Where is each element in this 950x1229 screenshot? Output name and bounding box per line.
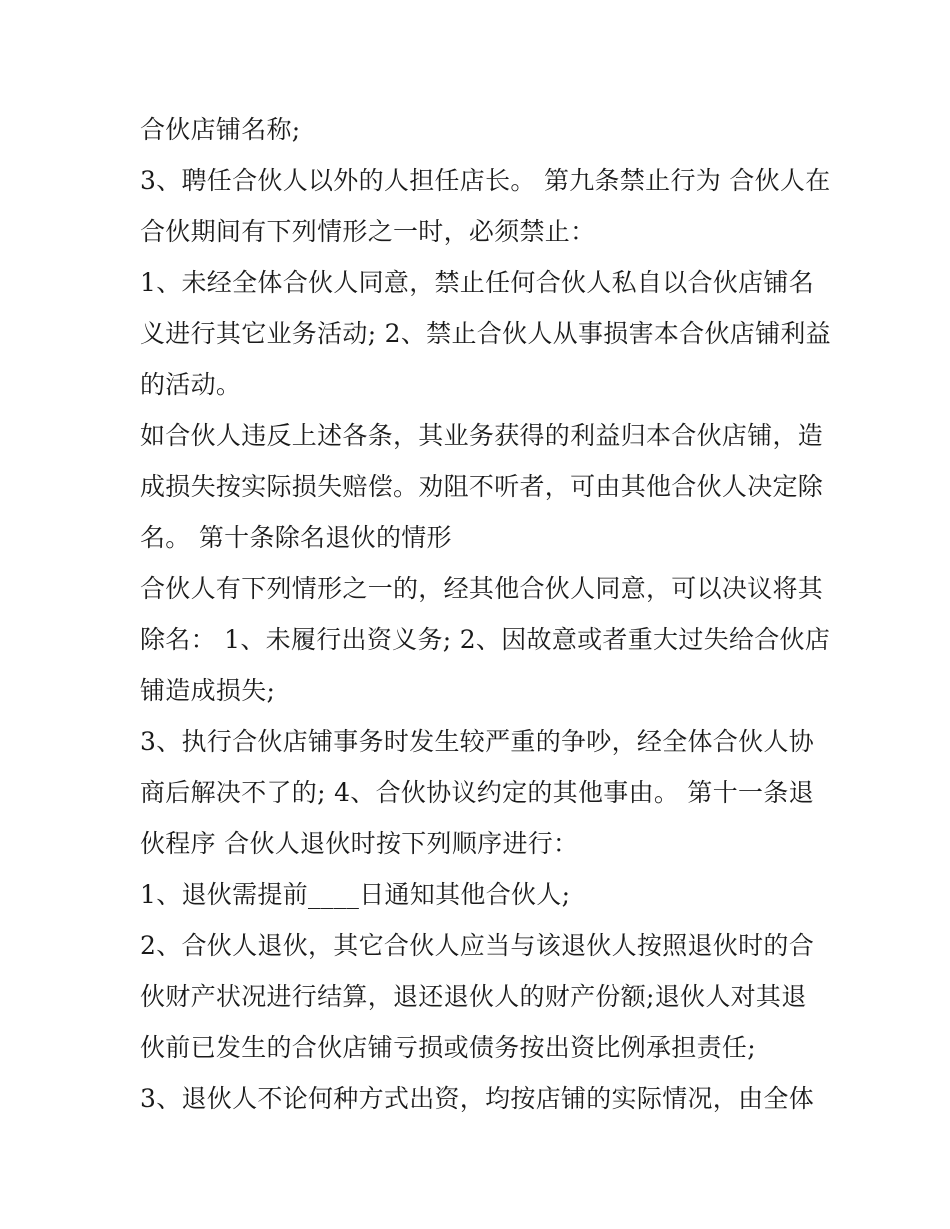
text-line: 3、执行合伙店铺事务时发生较严重的争吵，经全体合伙人协 <box>140 727 815 756</box>
text-line: 1、未经全体合伙人同意，禁止任何合伙人私自以合伙店铺名 <box>140 268 815 297</box>
text-line: 的活动。 <box>140 370 242 399</box>
text-line: 合伙期间有下列情形之一时，必须禁止： <box>140 217 596 246</box>
text-line: 伙前已发生的合伙店铺亏损或债务按出资比例承担责任; <box>140 1033 756 1062</box>
text-line: 合伙店铺名称; <box>140 115 301 144</box>
text-line: 除名： 1、未履行出资义务; 2、因故意或者重大过失给合伙店 <box>140 625 831 654</box>
text-line: 伙财产状况进行结算，退还退伙人的财产份额;退伙人对其退 <box>140 982 807 1011</box>
text-line: 义进行其它业务活动; 2、禁止合伙人从事损害本合伙店铺利益 <box>140 319 831 348</box>
document-body <box>140 104 830 1124</box>
text-line: 3、聘任合伙人以外的人担任店长。 第九条禁止行为 合伙人在 <box>140 166 831 195</box>
text-line: 成损失按实际损失赔偿。劝阻不听者，可由其他合伙人决定除 <box>140 472 824 501</box>
text-line: 2、合伙人退伙，其它合伙人应当与该退伙人按照退伙时的合 <box>140 931 815 960</box>
text-line: 1、退伙需提前____日通知其他合伙人; <box>140 880 571 909</box>
text-line: 3、退伙人不论何种方式出资，均按店铺的实际情况，由全体 <box>140 1084 815 1113</box>
text-line: 如合伙人违反上述各条，其业务获得的利益归本合伙店铺，造 <box>140 421 824 450</box>
text-line: 铺造成损失; <box>140 676 276 705</box>
text-line: 名。 第十条除名退伙的情形 <box>140 523 452 552</box>
text-line: 伙程序 合伙人退伙时按下列顺序进行： <box>140 829 579 858</box>
text-line: 商后解决不了的; 4、合伙协议约定的其他事由。 第十一条退 <box>140 778 814 807</box>
text-line: 合伙人有下列情形之一的，经其他合伙人同意，可以决议将其 <box>140 574 824 603</box>
